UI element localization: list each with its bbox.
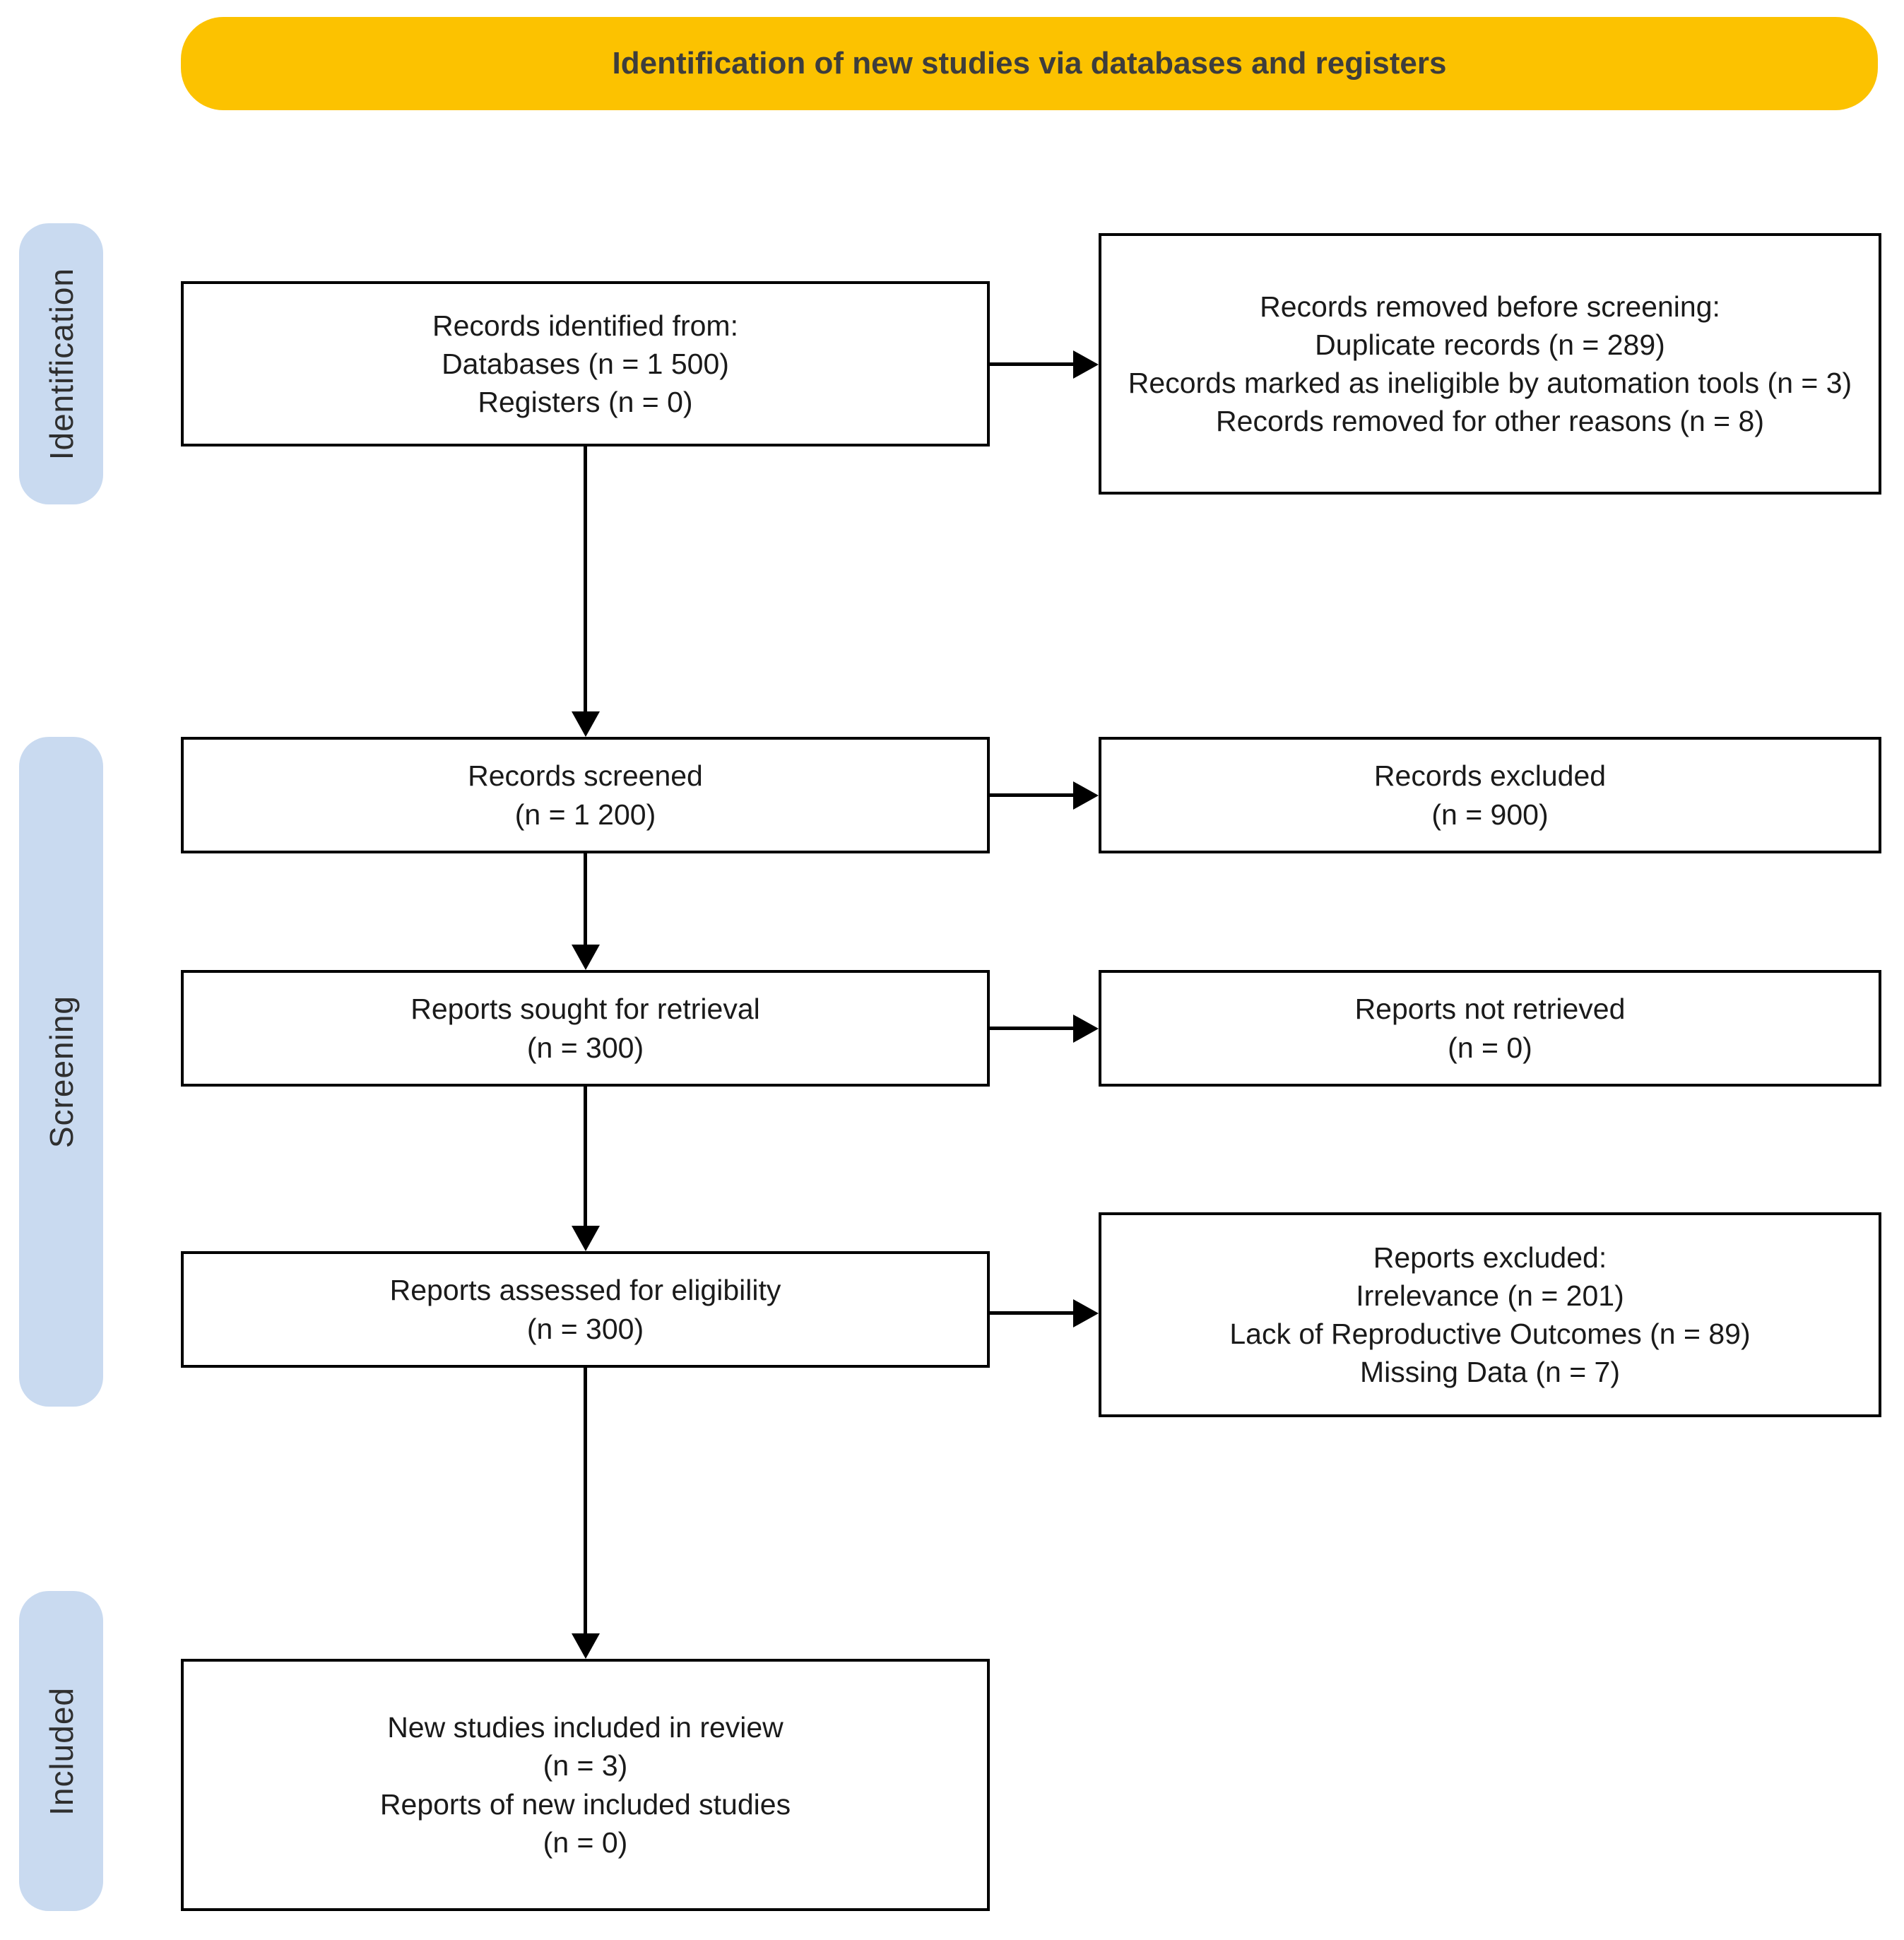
box-line: (n = 300) (526, 1031, 644, 1064)
box-reports-not-retrieved (1099, 970, 1881, 1087)
arrow-screened-to-excluded (990, 793, 1073, 797)
box-records-removed-before-screening (1099, 233, 1881, 495)
box-records-excluded (1099, 737, 1881, 853)
box-line: (n = 300) (526, 1312, 644, 1345)
box-line: (n = 1 200) (514, 798, 656, 831)
arrow-assessed-to-included (584, 1368, 587, 1635)
stage-label-screening (19, 737, 103, 1407)
box-line: Duplicate records (n = 289) (1315, 328, 1665, 361)
box-new-studies-included (181, 1659, 990, 1911)
box-line: Records removed for other reasons (n = 8) (1216, 405, 1764, 438)
stage-label-included (19, 1591, 103, 1911)
box-line: Reports excluded: (1373, 1241, 1607, 1274)
box-reports-excluded (1099, 1212, 1881, 1417)
box-line: Records screened (468, 759, 703, 793)
box-line: Records marked as ineligible by automation tools (n = 3) (1128, 367, 1852, 399)
arrow-sought-to-assessed (584, 1087, 587, 1227)
stage-label-text: Screening (42, 995, 80, 1149)
box-line: Reports sought for retrieval (410, 993, 760, 1026)
box-line: (n = 0) (543, 1826, 628, 1859)
box-line: Databases (n = 1 500) (442, 347, 729, 380)
box-line: Lack of Reproductive Outcomes (n = 89) (1229, 1318, 1751, 1350)
box-line: Irrelevance (n = 201) (1356, 1279, 1624, 1312)
box-reports-sought-for-retrieval (181, 970, 990, 1087)
arrow-screened-to-sought (584, 853, 587, 946)
box-line: Reports not retrieved (1354, 993, 1626, 1026)
box-line: New studies included in review (387, 1711, 784, 1744)
box-reports-assessed-for-eligibility (181, 1251, 990, 1368)
box-records-identified (181, 281, 990, 446)
stage-label-identification (19, 223, 103, 504)
box-line: Records excluded (1373, 759, 1607, 793)
box-line: Reports of new included studies (379, 1787, 791, 1821)
box-line: Records removed before screening: (1260, 290, 1720, 323)
arrow-sought-to-not-retrieved (990, 1027, 1073, 1030)
arrow-identified-to-removed (990, 362, 1073, 366)
box-line: (n = 0) (1448, 1031, 1532, 1064)
box-records-screened (181, 737, 990, 853)
stage-label-text: Included (42, 1686, 80, 1816)
arrow-identified-to-screened (584, 446, 587, 713)
stage-label-text: Identification (42, 267, 80, 461)
box-line: Reports assessed for eligibility (389, 1274, 781, 1307)
diagram-title-banner (181, 17, 1878, 110)
box-line: (n = 900) (1431, 798, 1549, 831)
box-line: Records identified from: (432, 309, 738, 342)
box-line: (n = 3) (543, 1749, 628, 1782)
arrow-assessed-to-reports-excluded (990, 1311, 1073, 1315)
diagram-title: Identification of new studies via databases and registers (612, 46, 1447, 81)
box-line: Missing Data (n = 7) (1360, 1356, 1620, 1389)
box-line: Registers (n = 0) (478, 386, 693, 419)
